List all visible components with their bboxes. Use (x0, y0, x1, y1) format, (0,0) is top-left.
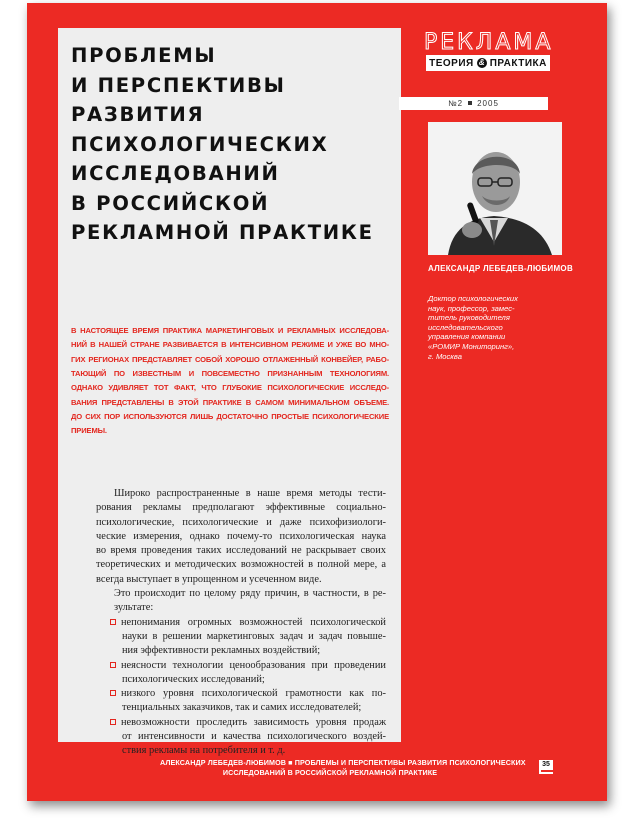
logo-left: ТЕОРИЯ (429, 57, 474, 69)
body-line: рования рекламы предполагают эффективные социально- (96, 502, 386, 514)
issue-num: №2 (448, 99, 464, 108)
title-line: И ПЕРСПЕКТИВЫ (71, 73, 286, 97)
issue-number (399, 97, 548, 110)
author-photo (428, 122, 562, 255)
lead-line: В НАСТОЯЩЕЕ ВРЕМЯ ПРАКТИКА МАРКЕТИНГОВЫХ И РЕКЛАМНЫХ ИССЛЕДОВА- (71, 326, 389, 335)
bullet-line: ствия рекламы на потребителя и т. д. (122, 745, 286, 757)
bio-line: исследовательского (428, 322, 503, 332)
bullet-item (96, 616, 386, 630)
lead-line: ДО СИХ ПОР ИСПОЛЬЗУЮТСЯ ЛИШЬ ДОСТАТОЧНО ПРОСТЫЕ ПСИХОЛОГИЧЕСКИЕ (71, 412, 389, 422)
issue-year: 2005 (477, 99, 499, 108)
page-number (539, 760, 553, 774)
title-line: ИССЛЕДОВАНИЙ (71, 162, 280, 185)
bullet-line: от интенсивности и качества психологического воздей- (122, 731, 386, 743)
logo-word: РЕКЛАМА (424, 30, 554, 55)
body-line: зультате: (114, 602, 154, 614)
body-line: всегда выступает в упрощенном и усеченном виде. (96, 573, 322, 585)
body-line: во время проведения таких исследований не раскрывает своих (96, 545, 386, 557)
bullet-line: невозможности проследить зависимость уровня продаж (121, 716, 386, 728)
bullet-line: науки в решении маркетинговых задач и задач повыше- (122, 630, 386, 642)
title-line: В РОССИЙСКОЙ (71, 191, 270, 215)
lead-line: ПРИЕМЫ. (71, 426, 107, 436)
magazine-logo (424, 30, 552, 78)
square-bullet-icon (110, 662, 116, 668)
body-line: теоретических и методических возможностей в полной мере, а (96, 559, 386, 571)
article-title (71, 41, 391, 248)
bullet-line: тенциальных заказчиков, так и самих исследователей; (122, 702, 362, 714)
bullet-line: низкого уровня психологической грамотности как по- (121, 688, 386, 700)
bio-line: г. Москва (428, 351, 462, 361)
bullet-line: неясности технологии ценообразования при проведении (121, 659, 386, 671)
title-line: ПРОБЛЕМЫ (71, 44, 217, 67)
logo-amp: & (477, 58, 487, 68)
square-bullet-icon (110, 719, 116, 725)
lead-line: ТАЮЩИЙ ПО ИЗВЕСТНЫМ И ПОВСЕМЕСТНО ПРИЗНАННЫМ ТЕХНОЛОГИЯМ. (71, 369, 389, 379)
lead-line: ГИХ РЕГИОНАХ ПРЕДСТАВЛЯЕТ СОБОЙ ХОРОШО ОТЛАЖЕННЫЙ КОНВЕЙЕР, РАБО- (71, 354, 389, 364)
bullet-item (96, 687, 386, 701)
bio-line: наук, профессор, замес- (428, 303, 515, 313)
footer-line: ИССЛЕДОВАНИЙ В РОССИЙСКОЙ РЕКЛАМНОЙ ПРАКТИКЕ (222, 768, 438, 777)
title-line: РЕКЛАМНОЙ ПРАКТИКЕ (71, 221, 374, 244)
body-line: Это происходит по целому ряду причин, в частности, в ре- (114, 588, 386, 600)
square-bullet-icon (110, 690, 116, 696)
author-name: АЛЕКСАНДР ЛЕБЕДЕВ-ЛЮБИМОВ (428, 264, 574, 273)
body-line: ческие измерения, однако почему-то психологическая наука (96, 530, 386, 542)
logo-subtitle (426, 55, 550, 71)
bullet-line: ния эффективности рекламных воздействий; (122, 645, 321, 657)
page-footer (160, 758, 526, 778)
title-line: ПСИХОЛОГИЧЕСКИХ (71, 132, 329, 156)
square-separator-icon (468, 101, 472, 105)
bio-line: Доктор психологических (428, 294, 518, 303)
bio-line: управления компании (428, 332, 506, 342)
bullet-item (96, 716, 386, 730)
page-number-text: 35 (539, 760, 553, 770)
author-bio (428, 294, 562, 361)
bullet-item (96, 659, 386, 673)
lead-paragraph (71, 324, 389, 439)
square-bullet-icon (110, 619, 116, 625)
bullet-line: непонимания огромных возможностей психологической (121, 616, 386, 628)
bio-line: титель руководителя (428, 313, 510, 323)
body-line: Широко распространенные в наше время методы тести- (114, 488, 386, 499)
title-line: РАЗВИТИЯ (71, 103, 205, 126)
logo-right: ПРАКТИКА (489, 57, 547, 69)
author-portrait-icon (428, 122, 562, 255)
bullet-line: психологических исследований; (122, 673, 265, 685)
article-body (96, 487, 386, 759)
lead-line: ВАНИЯ ПРЕДСТАВЛЕНЫ В ЭТОЙ ПРАКТИКЕ В САМОМ МИНИМАЛЬНОМ ОБЪЕМЕ. (71, 397, 389, 407)
body-line: психологические, психологические и даже психофизиологи- (96, 516, 386, 528)
lead-line: ОДНАКО УДИВЛЯЕТ ТОТ ФАКТ, ЧТО ГЛУБОКИЕ ПСИХОЛОГИЧЕСКИЕ ИССЛЕДО- (71, 383, 389, 393)
page-corner-icon (539, 760, 553, 774)
footer-line: АЛЕКСАНДР ЛЕБЕДЕВ-ЛЮБИМОВ ■ ПРОБЛЕМЫ И ПЕРСПЕКТИВЫ РАЗВИТИЯ ПСИХОЛОГИЧЕСКИХ (160, 758, 526, 767)
bio-line: «РОМИР Мониторинг», (428, 341, 515, 351)
lead-line: НИЙ В НАШЕЙ СТРАНЕ РАЗВИВАЕТСЯ В ИНТЕНСИВНОМ РЕЖИМЕ И УЖЕ ВО МНО- (71, 340, 389, 350)
